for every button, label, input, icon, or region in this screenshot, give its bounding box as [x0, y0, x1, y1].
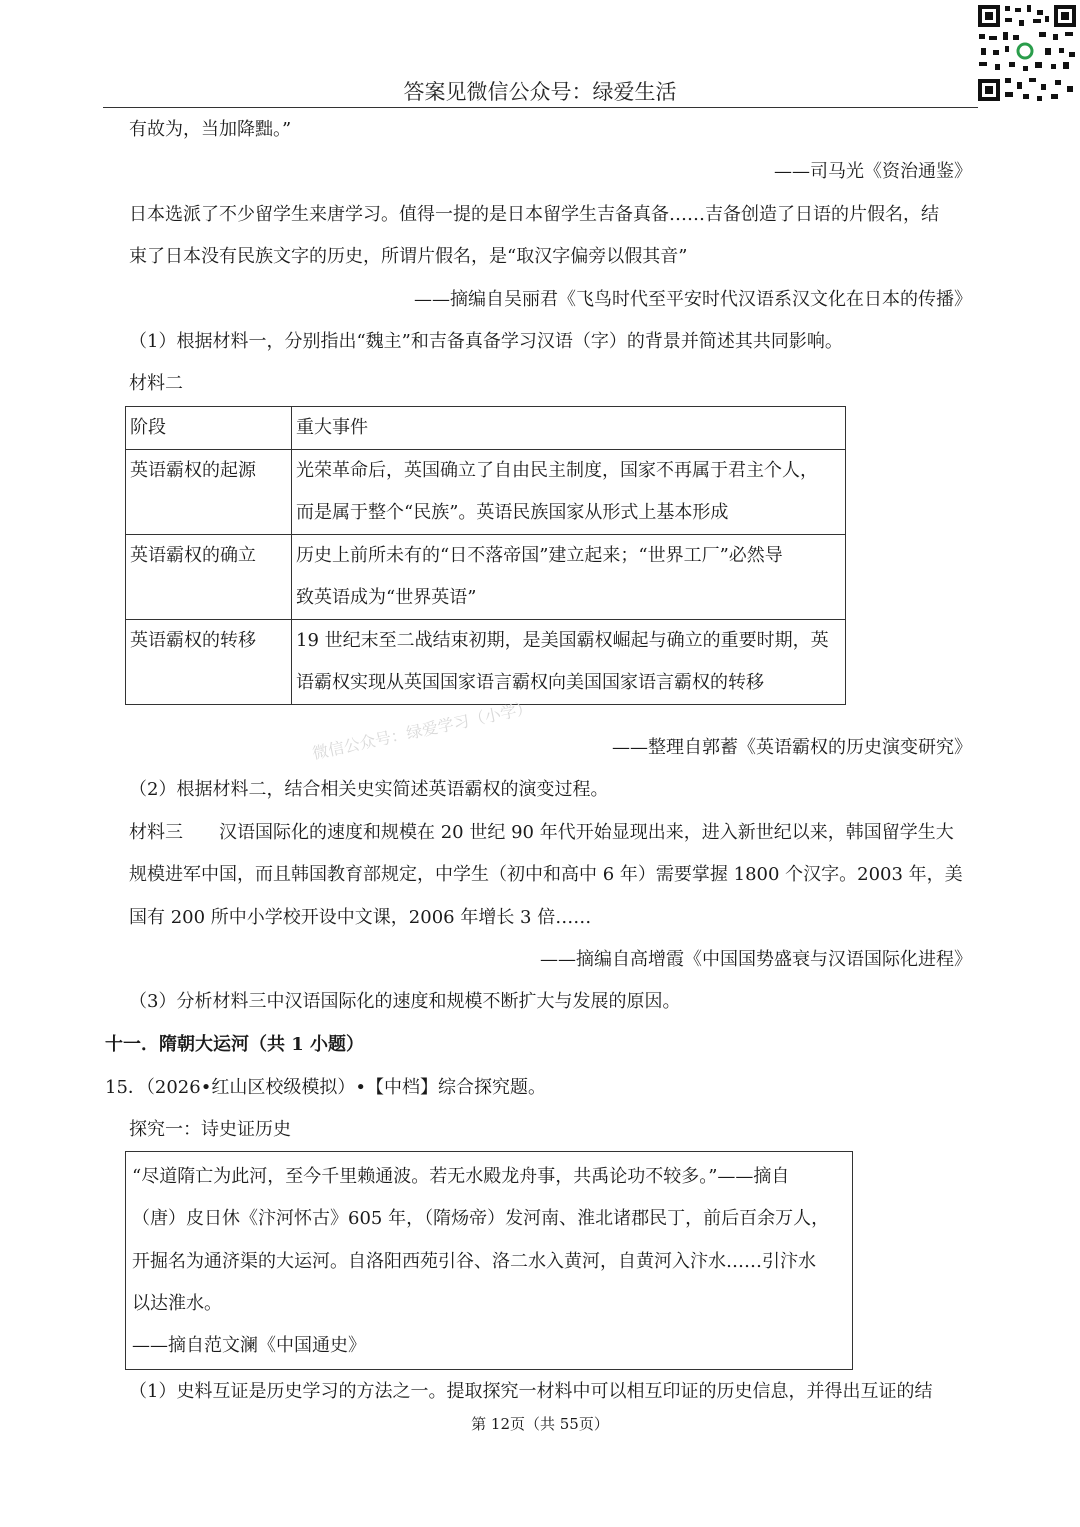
qr-code-icon — [975, 2, 1079, 104]
material2-label: 材料二 — [129, 373, 183, 394]
box-line: 开掘名为通济渠的大运河。自洛阳西苑引谷、洛二水入黄河，自黄河入汴水……引汴水 — [132, 1251, 816, 1272]
event-line: 而是属于整个“民族”。英语民族国家从形式上基本形成 — [296, 502, 729, 523]
table-cell-stage: 英语霸权的起源 — [126, 450, 292, 535]
box-line: （唐）皮日休《汴河怀古》605 年，（隋炀帝）发河南、淮北诸郡民丁，前后百余万人， — [132, 1208, 830, 1229]
page-footer: 第 12页（共 55页） — [471, 1415, 609, 1433]
table-cell-event — [292, 535, 846, 620]
table-cell-stage: 英语霸权的确立 — [126, 535, 292, 620]
table-header-row — [126, 407, 846, 450]
material1-source1: ——司马光《资治通鉴》 — [774, 161, 972, 182]
material3-source: ——摘编自高增霞《中国国势盛衰与汉语国际化进程》 — [540, 949, 972, 970]
event-line: 致英语成为“世界英语” — [296, 587, 477, 608]
question-15-stem: 15．（2026•红山区校级模拟）•【中档】综合探究题。 — [105, 1077, 546, 1098]
question-3: （3）分析材料三中汉语国际化的速度和规模不断扩大与发展的原因。 — [129, 991, 681, 1012]
event-line: 语霸权实现从英国国家语言霸权向美国国家语言霸权的转移 — [296, 672, 764, 693]
box-line: 以达淮水。 — [132, 1293, 222, 1314]
material1-line2: 束了日本没有民族文字的历史，所谓片假名，是“取汉字偏旁以假其音” — [129, 246, 688, 267]
event-line: 历史上前所未有的“日不落帝国”建立起来；“世界工厂”必然导 — [296, 545, 783, 566]
page-header-title: 答案见微信公众号：绿爱生活 — [403, 80, 677, 104]
table-cell-event — [292, 620, 846, 705]
table-row — [126, 450, 846, 535]
table-cell-event — [292, 450, 846, 535]
watermark: 微信公众号：绿爱学习（小学） — [310, 697, 534, 764]
material2-table — [125, 406, 846, 705]
explore-1-label: 探究一：诗史证历史 — [129, 1119, 291, 1140]
box-source: ——摘自范文澜《中国通史》 — [132, 1335, 366, 1356]
event-line: 19 世纪末至二战结束初期，是美国霸权崛起与确立的重要时期，英 — [296, 630, 829, 651]
header-rule — [103, 107, 978, 108]
material1-source2: ——摘编自吴丽君《飞鸟时代至平安时代汉语系汉文化在日本的传播》 — [414, 289, 972, 310]
table-cell-stage: 英语霸权的转移 — [126, 620, 292, 705]
material1-line0: 有故为，当加降黜。” — [129, 119, 292, 140]
table-row — [126, 535, 846, 620]
table-header-stage: 阶段 — [126, 407, 292, 450]
event-line: 光荣革命后，英国确立了自由民主制度，国家不再属于君主个人， — [296, 460, 818, 481]
question-15-sub1: （1）史料互证是历史学习的方法之一。提取探究一材料中可以相互印证的历史信息，并得出互证的结 — [129, 1381, 933, 1402]
question-2: （2）根据材料二，结合相关史实简述英语霸权的演变过程。 — [129, 779, 609, 800]
table-header-event: 重大事件 — [292, 407, 846, 450]
material3-line2: 规模进军中国，而且韩国教育部规定，中学生（初中和高中 6 年）需要掌握 1800 个汉字。2003 年，美 — [129, 864, 963, 885]
material2-source: ——整理自郭蓄《英语霸权的历史演变研究》 — [612, 737, 972, 758]
material1-line1: 日本选派了不少留学生来唐学习。值得一提的是日本留学生吉备真备……吉备创造了日语的片假名，结 — [129, 204, 939, 225]
explore-1-material-box — [125, 1151, 853, 1370]
section-heading: 十一．隋朝大运河（共 1 小题） — [105, 1034, 365, 1055]
question-1: （1）根据材料一，分别指出“魏主”和吉备真备学习汉语（字）的背景并简述其共同影响。 — [129, 331, 843, 352]
table-row — [126, 620, 846, 705]
material3-line1: 材料三 汉语国际化的速度和规模在 20 世纪 90 年代开始显现出来，进入新世纪以来，韩国留学生大 — [129, 822, 954, 843]
box-line: “尽道隋亡为此河，至今千里赖通波。若无水殿龙舟事，共禹论功不较多。”——摘自 — [132, 1166, 790, 1187]
material3-line3: 国有 200 所中小学校开设中文课，2006 年增长 3 倍…… — [129, 907, 592, 928]
